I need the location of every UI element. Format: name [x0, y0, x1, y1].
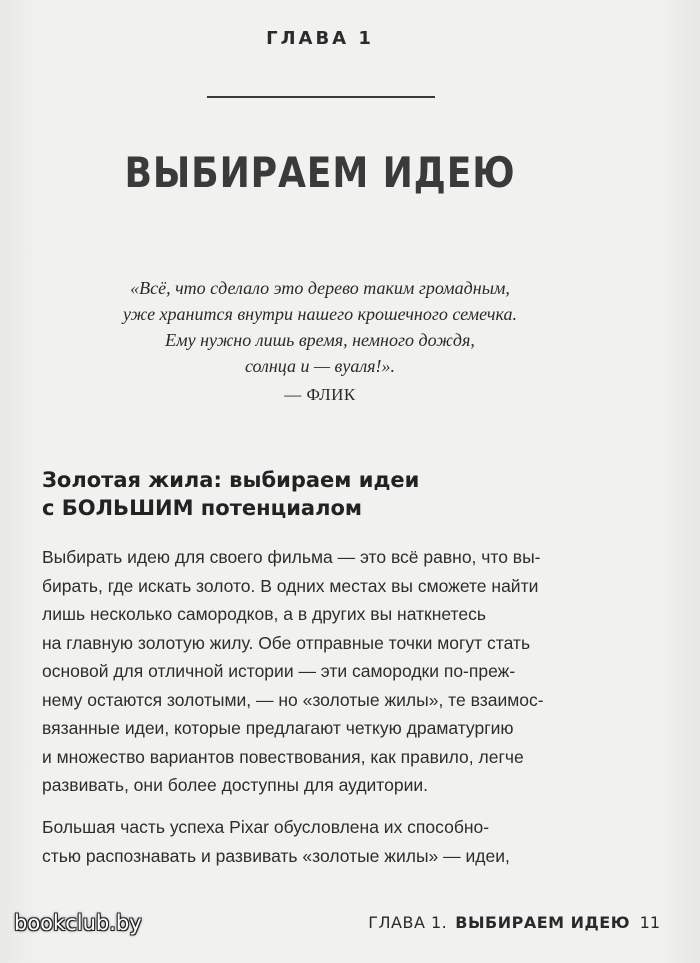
epigraph-line: уже хранится внутри нашего крошечного семечка.: [123, 304, 517, 324]
running-head-chapter: ГЛАВА 1.: [368, 913, 448, 932]
running-head-title: ВЫБИРАЕМ ИДЕЮ: [455, 913, 630, 932]
section-heading-line: с БОЛЬШИМ потенциалом: [42, 496, 363, 520]
text-line: бирать, где искать золото. В одних местах вы сможете найти: [42, 575, 539, 596]
section-heading-line: Золотая жила: выбираем идеи: [42, 468, 420, 492]
watermark-logo: bookclub.by: [14, 911, 142, 935]
epigraph-attribution: — ФЛИК: [284, 385, 356, 404]
text-line: вязанные идеи, которые предлагают четкую драматургию: [42, 718, 514, 738]
page-footer: [0, 911, 700, 941]
text-line: лишь несколько самородков, а в других вы наткнетесь: [42, 604, 486, 624]
epigraph-line: Ему нужно лишь время, немного дождя,: [165, 330, 475, 350]
text-line: стью распознавать и развивать «золотые жилы» — идеи,: [42, 845, 510, 866]
text-line: развивать, они более доступны для аудитории.: [42, 775, 428, 795]
text-line: на главную золотую жилу. Обе отправные точки могут стать: [42, 632, 531, 653]
running-head: [368, 913, 630, 932]
body-paragraph-1: [42, 543, 612, 800]
text-line: Большая часть успеха Pixar обусловлена их способно-: [42, 817, 490, 837]
body-paragraph-2: [42, 813, 612, 870]
text-line: основой для отличной истории — эти самородки по-преж-: [42, 661, 516, 681]
epigraph-line: «Всё, что сделало это дерево таким громадным,: [130, 278, 510, 298]
text-line: Выбирать идею для своего фильма — это всё равно, что вы-: [42, 547, 541, 567]
text-line: и множество вариантов повествования, как правило, легче: [42, 746, 524, 767]
epigraph-line: солнца и — вуаля!».: [244, 356, 396, 376]
chapter-label: ГЛАВА 1: [266, 28, 374, 49]
section-heading: [42, 466, 602, 522]
page-number: 11: [639, 913, 660, 932]
epigraph-quote: [60, 275, 580, 379]
chapter-title: ВЫБИРАЕМ ИДЕЮ: [124, 148, 516, 197]
text-line: нему остаются золотыми, — но «золотые жилы», те взаимос-: [42, 689, 544, 710]
title-divider: [207, 96, 435, 98]
